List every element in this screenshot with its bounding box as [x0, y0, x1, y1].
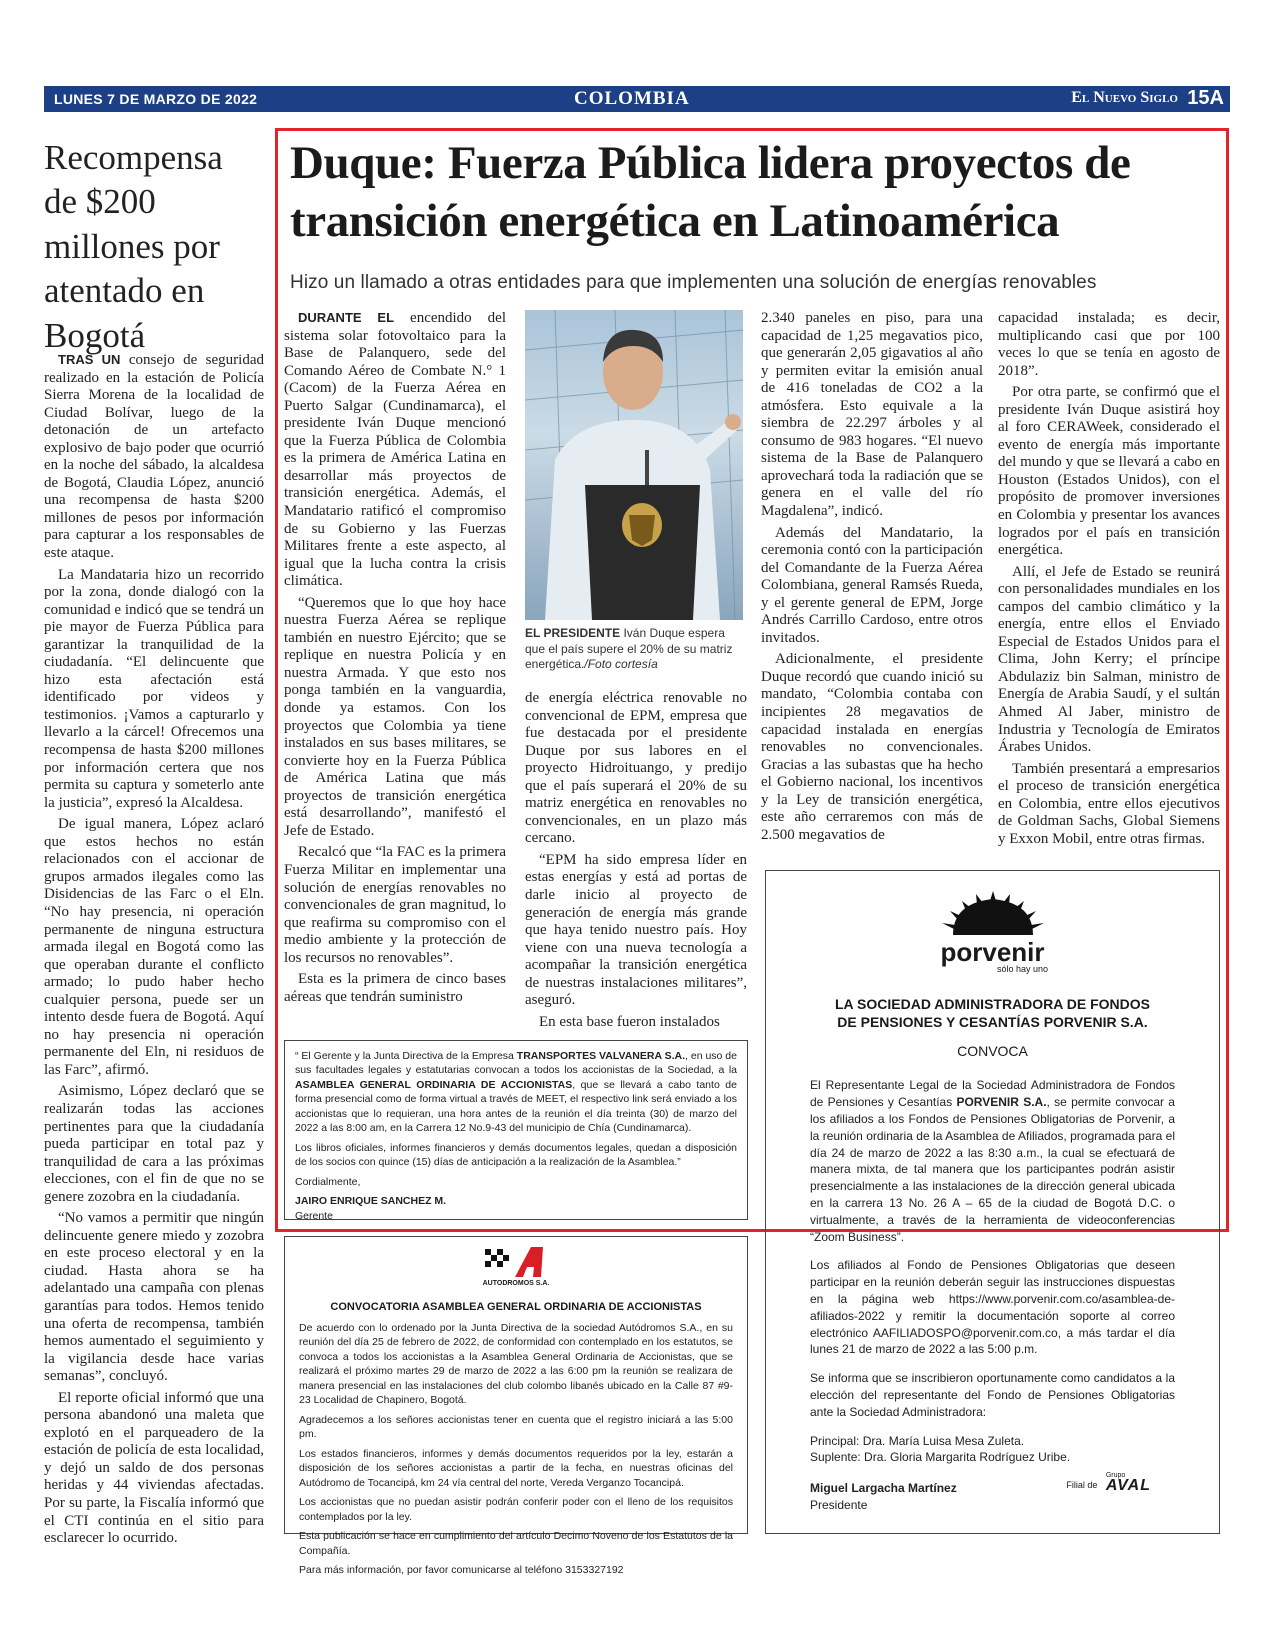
autodromos-logo [299, 1245, 733, 1291]
left-article-lead: TRAS UN [58, 352, 121, 367]
autodromos-paragraph: Agradecemos a los señores accionistas tener en cuenta que el registro iniciará a las 5:00 pm. [299, 1413, 733, 1441]
president-photo [525, 310, 743, 620]
main-article-column-1 [284, 310, 506, 1010]
main-article-paragraph: También presentará a empresarios el proceso de transición energética en Colombia, entre ellos ejecutivos de Goldman Sachs, Global Siemens y Exxon Mobil, entre otras firmas. [998, 760, 1220, 847]
main-article-paragraph: capacidad instalada; es decir, multiplicando casi que por 100 veces lo que se tenía en agosto de 2018”. [998, 310, 1220, 379]
page-header-bar [44, 86, 1230, 112]
caption-lead: EL PRESIDENTE [525, 626, 621, 640]
main-article-paragraph: “EPM ha sido empresa líder en estas energías y está ad portas de darle inicio al proyecto de generación de energía más grande que haya tenido nuestro país. Hoy viene con una nueva tecnología a acompañar la transición energética de nuestras instalaciones militares”, aseguró. [525, 851, 747, 1009]
porvenir-tagline: sólo hay uno [996, 964, 1049, 974]
left-article-paragraph: Asimismo, López declaró que se realizarán todas las acciones pertinentes para que la ciudadanía pueda participar en total paz y tranquilidad de cara a las próximas elecciones, con el fin de que no se genere zozobra en la ciudadanía. [44, 1083, 264, 1205]
checkered-flag-icon [481, 1245, 551, 1279]
left-article-body [44, 352, 264, 1552]
porvenir-convoca: CONVOCA [957, 1043, 1028, 1060]
grupo-label: Grupo [1105, 1472, 1126, 1479]
main-article-paragraph: de energía eléctrica renovable no convencional de EPM, empresa que fue destacada por el presidente Duque por sus labores en el proyecto Hidroituango, y predijo que el país superará el 20% de su matriz energética en renovables no convencionales, en un plazo más cercano. [525, 690, 747, 847]
newspaper-name: El Nuevo Siglo [1071, 89, 1178, 106]
main-article-paragraph: En esta base fueron instalados [539, 1013, 720, 1030]
grupo-aval-logo [1066, 1472, 1151, 1493]
main-article-paragraph: Adicionalmente, el presidente Duque recordó que cuando inició su mandato, “Colombia contaba con incipientes 28 megavatios de capacidad instalada en energías renovables no convencionales. Gracias a las subastas que ha hecho el Gobierno nacional, los incentivos y la Ley de transición energética, este año cerraremos con más de 2.500 megavatios de [761, 651, 983, 843]
section-name: COLOMBIA [574, 88, 690, 109]
main-article-lead: DURANTE EL [298, 310, 395, 325]
caption-credit: /Foto cortesía [584, 657, 658, 672]
porvenir-role: Presidente [810, 1497, 868, 1512]
main-article-column-4 [998, 310, 1220, 852]
valvanera-role: Gerente [295, 1209, 333, 1222]
main-article-subtitle: Hizo un llamado a otras entidades para que implementen una solución de energías renovables [290, 272, 1097, 293]
page-number: 15A [1187, 87, 1224, 109]
valvanera-paragraph-2: Los libros oficiales, informes financieros y demás documentos legales, quedan a disposición de los socios con quince (15) días de anticipación a la realización de la Asamblea.” [295, 1141, 737, 1169]
valvanera-notice [284, 1040, 748, 1220]
main-article-column-2 [525, 690, 747, 1035]
valvanera-closing: Cordialmente, [295, 1175, 361, 1188]
main-article-paragraph: Por otra parte, se confirmó que el presidente Iván Duque asistirá hoy al foro CERAWeek, considerado el evento de energía más importante del mundo y que se llevará a cabo en Houston (Estados Unidos), con el propósito de promover inversiones en Colombia y presentar los avances logrados por el país en transición energética. [998, 384, 1220, 559]
left-article-title: Recompensa de $200 millones por atentado en Bogotá [44, 138, 223, 355]
porvenir-principal: Principal: Dra. María Luisa Mesa Zuleta. [810, 1433, 1025, 1448]
autodromos-paragraph: Los accionistas que no puedan asistir podrán conferir poder con el lleno de los requisitos contemplados por la ley. [299, 1496, 733, 1523]
porvenir-paragraph-3: Se informa que se inscribieron oportunamente como candidatos a la elección del representante del Fondo de Pensiones Obligatorias ante la Sociedad Administradora: [810, 1371, 1175, 1419]
autodromos-paragraph: De acuerdo con lo ordenado por la Junta Directiva de la sociedad Autódromos S.A., en su reunión del día 25 de febrero de 2022, de conformidad con contemplado en los estatutos, se convoca a todos los accionistas a la Asamblea General Ordinaria de Accionistas, que se realizará el próximo martes 29 de marzo de 2022 a las 6:00 pm la reunión se realizara de manera presencial en las instalaciones del club colombo libanés ubicado en la Calle 87 #9-23 Localidad de Chapinero, Bogotá. [299, 1322, 733, 1407]
porvenir-suplente: Suplente: Dra. Gloria Margarita Rodríguez Uribe. [810, 1450, 1071, 1465]
porvenir-paragraph-2: Los afiliados al Fondo de Pensiones Obligatorias que deseen participar en la reunión deberán seguir las instrucciones dispuestas en la página web https://www.porvenir.com.co/asamblea-de-afiliados-2022 y remitir la documentación soporte al correo electrónico AAFILIADOSPO@porvenir.com.co, a más tardar el día lunes 21 de marzo de 2022 a las 5:00 p.m. [810, 1258, 1175, 1357]
autodromos-paragraph: Los estados financieros, informes y demás documentos requeridos por la ley, estarán a disposición de los señores accionistas a partir de la fecha, en nuestras oficinas del Autódromo de Tocancipá, km 24 vía central del norte, Vereda Verganzo Tocancipá. [299, 1447, 733, 1489]
left-article-paragraph: El reporte oficial informó que una persona abandonó una maleta que explotó en el parqueadero de la estación de policía de esta localidad, y dejó un saldo de dos personas heridas y 44 viviendas afectadas. Por su parte, la Fiscalía informó que el CTI continúa en el sitio para esclarecer lo ocurrido. [44, 1389, 264, 1547]
main-article-paragraph: Recalcó que “la FAC es la primera Fuerza Militar en implementar una solución de energías renovables no convencionales de gran magnitud, lo que reafirma su compromiso con el medio ambiente y la protección de los recursos no renovables”. [284, 844, 506, 966]
filial-label: Filial de [1066, 1480, 1098, 1490]
main-article-paragraph: Esta es la primera de cinco bases aéreas que tendrán suministro [284, 971, 506, 1005]
porvenir-title: LA SOCIEDAD ADMINISTRADORA DE FONDOS DE PENSIONES Y CESANTÍAS PORVENIR S.A. [835, 996, 1150, 1031]
issue-date: LUNES 7 DE MARZO DE 2022 [54, 91, 258, 107]
aval-label: AVAL [1105, 1477, 1151, 1494]
main-article-paragraph: 2.340 paneles en piso, para una capacidad de 1,25 megavatios pico, que generarán 2,05 gigavatios al año y permiten evitar la emisión anual de 416 toneladas de CO2 a la atmósfera. Esto equivale a la siembra de 22.297 árboles y al consumo de 983 hogares. “El nuevo sistema de la Base de Palanquero aprovechará toda la radiación que se genera en el valle del río Magdalena”, indicó. [761, 310, 983, 520]
main-article-paragraph: Allí, el Jefe de Estado se reunirá con personalidades mundiales en los campos del cambio climático y la energía, entre ellos el Enviado Especial de Estados Unidos para el Clima, John Kerry; el príncipe Abdulaziz bin Salman, ministro de Energía de Arabia Saudí, y el sultán Ahmed Al Jaber, ministro de Industria y Tecnología de Emiratos Árabes Unidos. [998, 563, 1220, 756]
porvenir-signer: Miguel Largacha Martínez [810, 1481, 957, 1496]
valvanera-paragraph-1: “ El Gerente y la Junta Directiva de la Empresa TRANSPORTES VALVANERA S.A., en uso de sus facultades legales y estatutarias convocan a todos los accionistas de la Sociedad, a la ASAMBLEA GENERAL ORDINARIA DE ACCIONISTAS, que se llevará a cabo tanto de forma presencial como de forma virtual a través de MEET, el respectivo link será enviado a los accionistas que lo requieran, una hora antes de la reunión el día treinta (30) de marzo del 2022 a las 8:00 am, en la Carrera 12 No.9-43 del municipio de Chía (Cundinamarca). [295, 1050, 737, 1135]
autodromos-paragraph: Para más información, por favor comunicarse al teléfono 3153327192 [299, 1564, 624, 1577]
autodromos-notice [284, 1236, 748, 1577]
photo-illustration [525, 310, 743, 620]
main-article-paragraph: “Queremos que lo que hoy hace nuestra Fuerza Aérea se replique también en nuestro Ejército; que se replique en nuestra Policía y en nuestra Armada. Y que esto nos ponga también en la vanguardia, donde ya estamos. Con los proyectos que Colombia ya tiene instalados en sus bases militares, se convierte hoy en la Fuerza Pública de América Latina que más proyectos de transición energética está desarrollando”, manifestó el Jefe de Estado. [284, 594, 506, 839]
autodromos-paragraph: Esta publicación se hace en cumplimiento del artículo Decimo Noveno de los Estatutos de la Compañía. [299, 1530, 733, 1557]
porvenir-logo [810, 891, 1175, 981]
autodromos-title: CONVOCATORIA ASAMBLEA GENERAL ORDINARIA DE ACCIONISTAS [330, 1301, 702, 1313]
main-article-paragraph: Además del Mandatario, la ceremonia contó con la participación del Comandante de la Fuerza Aérea Colombiana, general Ramsés Rueda, y el gerente general de EPM, Jorge Andrés Carrillo Cardoso, entre otros invitados. [761, 524, 983, 646]
main-article-paragraph: DURANTE EL encendido del sistema solar fotovoltaico para la Base de Palanquero, sede del Comando Aéreo de Combate N.° 1 (Cacom) de la Fuerza Aérea en Puerto Salgar (Cundinamarca), el presidente Iván Duque mencionó que la Fuerza Pública de Colombia es la primera de América Latina en desarrollar más proyectos de transición energética. Además, el Mandatario ratificó el compromiso de su Gobierno y las Fuerzas Militares frente a este aspecto, al igual que la lucha contra la crisis climática. [284, 310, 506, 590]
valvanera-signer: JAIRO ENRIQUE SANCHEZ M. [295, 1195, 447, 1208]
left-article-paragraph: La Mandataria hizo un recorrido por la zona, donde dialogó con la comunidad e indicó que se tendrá un pie mayor de Fuerza Pública para garantizar la tranquilidad de la ciudadanía. “El delincuente que hizo esta afectación está identificado por videos y testimonios. ¡Vamos a capturarlo y llevarlo a la cárcel! Ofrecemos una recompensa de hasta $200 millones por información certera que nos permita su captura y someterlo ante la justicia”, expresó la Alcaldesa. [44, 566, 264, 811]
left-article-paragraph: TRAS UN consejo de seguridad realizado en la estación de Policía Sierra Morena de la localidad de Ciudad Bolívar, luego de la detonación de un artefacto explosivo de bajo poder que ocurrió en la noche del sábado, la alcaldesa de Bogotá, Claudia López, anunció una recompensa de hasta $200 millones de pesos por información para capturar a los responsables de este ataque. [44, 352, 265, 562]
main-article-headline: Duque: Fuerza Pública lidera proyectos de transición energética en Latinoamérica [290, 137, 1131, 248]
porvenir-logo-word: porvenir [940, 937, 1045, 967]
left-article-paragraph: De igual manera, López aclaró que estos hechos no están relacionados con el accionar de grupos armados ilegales como las Disidencias de las Farc o el Eln. “No hay presencia, ni operación permanente de ninguna estructura armada ilegal en Bogotá como las que operaban durante el conflicto armado; lo pudo haber hecho cualquier persona, puede ser un intento desde fuera de Bogotá. Aquí no hay presencia ni operación permanente del Eln, ni residuos de las Farc”, afirmó. [44, 816, 264, 1078]
main-article-column-3 [761, 310, 983, 848]
autodromos-logo-text: AUTODROMOS S.A. [482, 1280, 550, 1287]
left-article-paragraph: “No vamos a permitir que ningún delincuente genere miedo y zozobra en este proceso electoral y en la ciudad. Hasta ahora se ha adelantado una campaña con plenas garantías para todos. Hemos tenido una oferta de recompensa, también hemos aumentado el seguimiento y la vigilancia desde hace varias semanas”, concluyó. [44, 1210, 264, 1385]
photo-caption [525, 626, 747, 673]
porvenir-sun-icon [938, 891, 1048, 937]
porvenir-paragraph-1: El Representante Legal de la Sociedad Administradora de Fondos de Pensiones y Cesantías PORVENIR S.A., se permite convocar a los afiliados a los Fondos de Pensiones Obligatorias de Porvenir, a la reunión ordinaria de la Asamblea de Afiliados, programada para el día 24 de marzo de 2022 a las 8:30 a.m., la cual se efectuará de manera mixta, de tal manera que los participantes podrán asistir presencialmente a las instalaciones de la dirección general ubicada en la carrera 13 No. 26 A – 65 de la ciudad de Bogotá D.C. o virtualmente, a través de la herramienta de videoconferencias “Zoom Business”. [810, 1078, 1175, 1244]
caption-text: Iván Duque espera que el país supere el 20% de su matriz energética. [525, 626, 733, 672]
porvenir-notice [765, 870, 1220, 1534]
